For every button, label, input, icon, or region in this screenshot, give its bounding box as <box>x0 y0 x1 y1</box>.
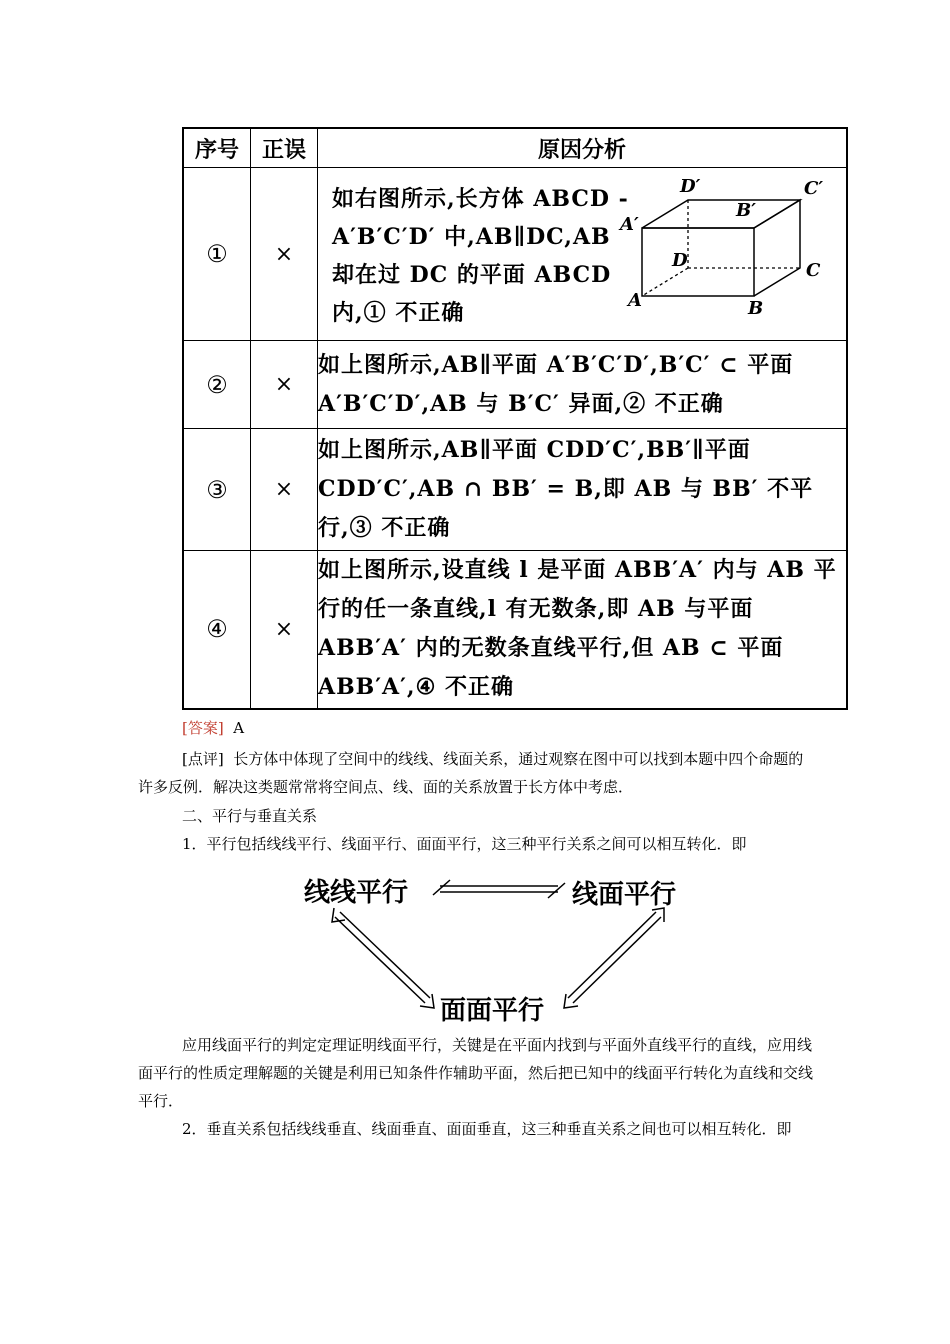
row-number: ③ <box>183 429 251 551</box>
vertex-label: D <box>672 250 688 271</box>
comment-tag: [点评] <box>182 750 224 768</box>
row-reason: 如右图所示,长方体 ABCD -A′B′C′D′ 中,AB∥DC,AB 却在过 DC 的平面 ABCD 内,① 不正确 <box>332 186 629 326</box>
table-row <box>183 341 847 429</box>
vertex-label: A′ <box>620 214 639 235</box>
parallel-relation-diagram <box>300 862 700 1032</box>
header-number: 序号 <box>183 128 251 168</box>
section-title: 二、平行与垂直关系 <box>182 807 318 825</box>
row-reason-cell <box>318 168 848 341</box>
answer-value: A <box>233 719 245 737</box>
table-row <box>183 551 847 709</box>
row-mark: × <box>251 551 318 709</box>
analysis-table <box>182 127 848 710</box>
header-reason: 原因分析 <box>318 128 848 168</box>
cuboid-figure <box>620 172 836 332</box>
row-number: ② <box>183 341 251 429</box>
item-2: 2．垂直关系包括线线垂直、线面垂直、面面垂直，这三种垂直关系之间也可以相互转化．即 <box>182 1120 792 1138</box>
arrow-line <box>335 917 425 1003</box>
arrow-line <box>568 912 656 998</box>
row-number: ① <box>183 168 251 341</box>
cuboid-edge <box>642 268 688 296</box>
table-row <box>183 168 847 341</box>
row-reason-cell <box>318 429 848 551</box>
row-reason-cell <box>318 341 848 429</box>
row-mark: × <box>251 341 318 429</box>
header-correctness: 正误 <box>251 128 318 168</box>
row-mark: × <box>251 168 318 341</box>
node-line-plane-parallel: 线面平行 <box>572 880 677 910</box>
cuboid-right-face <box>754 200 800 296</box>
row-mark: × <box>251 429 318 551</box>
cuboid-front-face <box>642 228 754 296</box>
node-plane-plane-parallel: 面面平行 <box>440 996 545 1026</box>
comment-paragraph <box>138 745 814 801</box>
vertex-label: C′ <box>804 178 824 199</box>
item-1: 1．平行包括线线平行、线面平行、面面平行，这三种平行关系之间可以相互转化．即 <box>182 835 747 853</box>
table-header-row <box>183 128 847 168</box>
comment-text: 长方体中体现了空间中的线线、线面关系，通过观察在图中可以找到本题中四个命题的许多反例．解决这类题常常将空间点、线、面的关系放置于长方体中考虑． <box>138 750 804 796</box>
apply-paragraph: 应用线面平行的判定定理证明线面平行，关键是在平面内找到与平面外直线平行的直线，应用线面平行的性质定理解题的关键是利用已知条件作辅助平面，然后把已知中的线面平行转化为直线和交线平行． <box>138 1036 814 1110</box>
vertex-label: B <box>748 298 764 319</box>
answer-line <box>182 714 244 742</box>
arrow-line <box>340 912 430 998</box>
vertex-label: B′ <box>736 200 756 221</box>
table-row <box>183 429 847 551</box>
row-reason-cell <box>318 551 848 709</box>
row-number: ④ <box>183 551 251 709</box>
row-reason: 如上图所示,AB∥平面 CDD′C′,BB′∥平面 CDD′C′,AB ∩ BB′ = B,即 AB 与 BB′ 不平行,③ 不正确 <box>318 437 814 541</box>
node-line-line-parallel: 线线平行 <box>304 878 409 908</box>
row-reason: 如上图所示,AB∥平面 A′B′C′D′,B′C′ ⊂ 平面 A′B′C′D′,AB 与 B′C′ 异面,② 不正确 <box>318 351 794 417</box>
vertex-label: C <box>806 260 821 281</box>
answer-tag: [答案] <box>182 719 224 737</box>
vertex-label: D′ <box>680 176 701 197</box>
row-reason: 如上图所示,设直线 l 是平面 ABB′A′ 内与 AB 平行的任一条直线,l 有无数条,即 AB 与平面 ABB′A′ 内的无数条直线平行,但 AB ⊂ 平面 ABB′A′,④ 不正确 <box>318 557 837 701</box>
vertex-label: A <box>628 290 642 311</box>
arrow-line <box>573 917 661 1003</box>
